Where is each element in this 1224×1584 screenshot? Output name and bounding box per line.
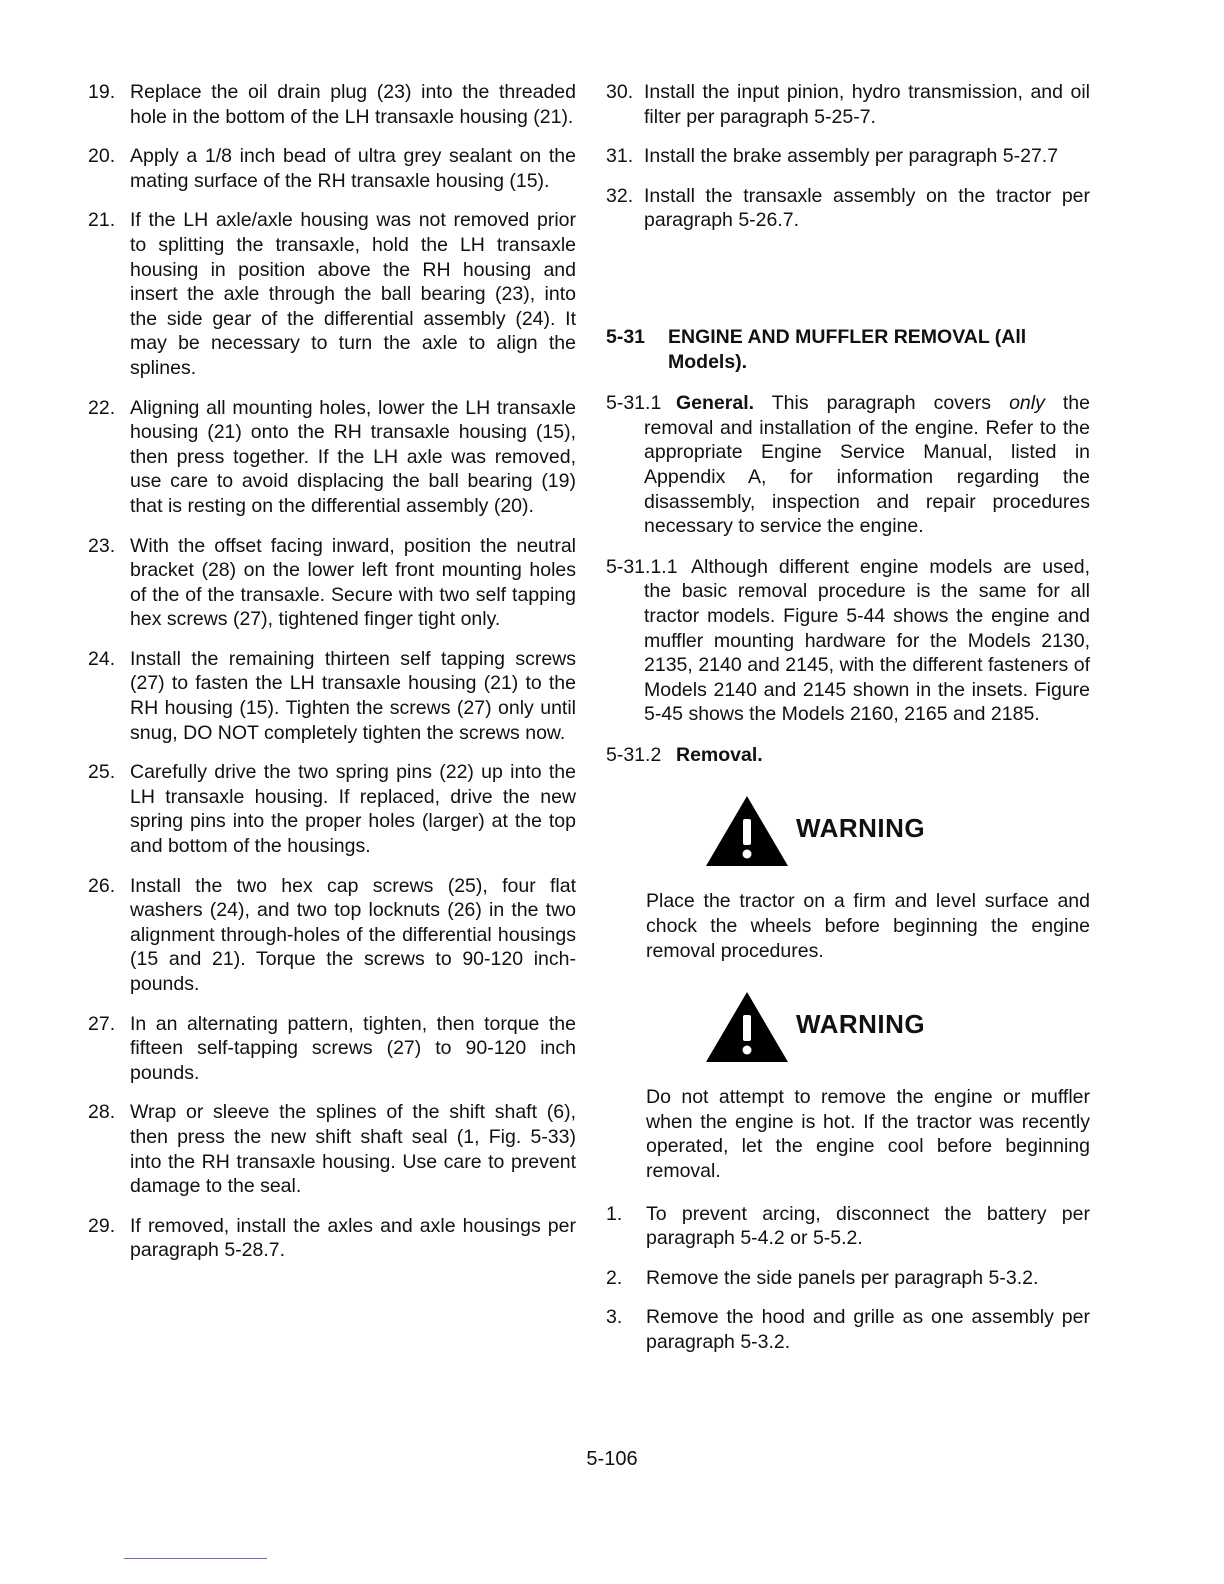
general-paragraph (606, 391, 1090, 539)
step-number: 19. (88, 81, 116, 103)
warning-2-title (704, 989, 1090, 1065)
page-number: 5-106 (586, 1448, 638, 1470)
step-text: In an alternating pattern, tighten, then torque the fifteen self-tapping screws (27) to 90-120 inch pounds. (130, 1012, 576, 1084)
left-column (88, 80, 576, 1278)
general-sub-paragraph (606, 555, 1090, 727)
step-22 (88, 396, 576, 519)
step-24 (88, 647, 576, 745)
general-label: General. (676, 392, 755, 415)
step-19 (88, 80, 576, 129)
removal-step-3 (606, 1305, 1090, 1354)
step-text: If the LH axle/axle housing was not removed prior to splitting the transaxle, hold the LH transaxle housing in position above the RH housing and insert the axle through the ball bearing (23), into the side gear of the differential assembly (24). It may be necessary to turn the axle to align the splines. (130, 209, 576, 379)
step-text: Wrap or sleeve the splines of the shift shaft (6), then press the new shift shaft seal (1, Fig. 5-33) into the RH transaxle housing. Use care to prevent damage to the seal. (130, 1101, 576, 1198)
step-number: 23. (88, 534, 116, 557)
step-number: 28. (88, 1101, 116, 1124)
general-emphasis: only (1009, 392, 1045, 415)
step-30 (606, 80, 1090, 129)
section-number: 5-31 (606, 325, 646, 348)
step-number: 2. (606, 1266, 623, 1289)
step-number: 30. (606, 81, 634, 103)
right-column (606, 80, 1090, 1370)
warning-label: WARNING (796, 813, 926, 844)
step-number: 26. (88, 874, 116, 897)
step-text: With the offset facing inward, position the neutral bracket (28) on the lower left front mounting holes of the of the transaxle. Secure with two self tapping hex screws (27), tightened finger tight only. (130, 534, 576, 631)
step-number: 24. (88, 647, 116, 670)
warning-triangle-icon (704, 793, 790, 869)
step-number: 3. (606, 1306, 623, 1329)
step-text: Apply a 1/8 inch bead of ultra grey sealant on the mating surface of the RH transaxle housing (15). (130, 145, 576, 192)
step-text: Install the brake assembly per paragraph 5-27.7 (644, 145, 1059, 168)
step-text: Carefully drive the two spring pins (22) up into the LH transaxle housing. If replaced, drive the new spring pins into the proper holes (larger) at the top and bottom of the housings. (130, 761, 576, 858)
removal-step-2 (606, 1266, 1090, 1291)
step-23 (88, 534, 576, 632)
step-text: If removed, install the axles and axle housings per paragraph 5-28.7. (130, 1214, 576, 1262)
general-text-before: This paragraph covers (771, 392, 992, 415)
step-number: 20. (88, 145, 116, 168)
paragraph-number: 5-31.1 (606, 392, 662, 415)
removal-label: Removal. (676, 743, 763, 766)
step-number: 25. (88, 761, 116, 784)
step-number: 31. (606, 145, 634, 168)
step-number: 1. (606, 1202, 623, 1225)
footer-rule (124, 1558, 267, 1559)
general-text-after: the removal and installation of the engine. Refer to the appropriate Engine Service Manual, listed in Appendix A, for information regarding the disassembly, inspection and repair procedures necessary to service the engine. (644, 392, 1090, 538)
step-20 (88, 144, 576, 193)
step-number: 29. (88, 1214, 116, 1237)
step-text: To prevent arcing, disconnect the battery per paragraph 5-4.2 or 5-5.2. (646, 1202, 1090, 1250)
removal-steps (606, 1202, 1090, 1355)
warning-2-text: Do not attempt to remove the engine or muffler when the engine is hot. If the tractor was recently operated, let the engine cool before beginning removal. (646, 1086, 1090, 1183)
step-text: Aligning all mounting holes, lower the LH transaxle housing (21) onto the RH transaxle housing (15), then press together. If the LH axle was removed, use care to avoid displacing the ball bearing (19) that is resting on the differential assembly (20). (130, 396, 576, 517)
step-number: 21. (88, 209, 116, 232)
step-28 (88, 1100, 576, 1198)
warning-label: WARNING (796, 1008, 926, 1039)
step-25 (88, 760, 576, 858)
step-text: Install the input pinion, hydro transmission, and oil filter per paragraph 5-25-7. (644, 81, 1090, 128)
step-number: 27. (88, 1012, 116, 1035)
paragraph-number: 5-31.2 (606, 743, 662, 766)
warning-1-text: Place the tractor on a firm and level surface and chock the wheels before beginning the engine removal procedures. (646, 890, 1090, 962)
step-text: Install the two hex cap screws (25), four flat washers (24), and two top locknuts (26) in the two alignment through-holes of the differential housings (15 and 21). Torque the screws to 90-120 inch-pounds. (130, 874, 576, 995)
step-text: Install the transaxle assembly on the tractor per paragraph 5-26.7. (644, 184, 1090, 232)
section-title: ENGINE AND MUFFLER REMOVAL (All Models). (668, 325, 1027, 373)
section-heading (606, 325, 1090, 374)
step-text: Remove the hood and grille as one assembly per paragraph 5-3.2. (646, 1306, 1090, 1353)
step-31 (606, 144, 1090, 169)
step-29 (88, 1214, 576, 1263)
warning-1-title (704, 793, 1090, 869)
step-27 (88, 1012, 576, 1086)
step-26 (88, 874, 576, 997)
removal-step-1 (606, 1202, 1090, 1251)
step-text: Replace the oil drain plug (23) into the threaded hole in the bottom of the LH transaxle housing (21). (130, 81, 576, 128)
removal-heading (606, 743, 1090, 768)
paragraph-number: 5-31.1.1 (606, 555, 678, 578)
general-sub-text: Although different engine models are used, the basic removal procedure is the same for all tractor models. Figure 5-44 shows the engine and muffler mounting hardware for the Models 2130, 2135, 2140 and 2145, with the different fasteners of Models 2140 and 2145 shown in the insets. Figure 5-45 shows the Models 2160, 2165 and 2185. (644, 555, 1090, 726)
step-text: Install the remaining thirteen self tapping screws (27) to fasten the LH transaxle housing (21) to the RH housing (15). Tighten the screws (27) only until snug, DO NOT completely tighten the screws now. (130, 647, 576, 744)
step-number: 32. (606, 184, 634, 207)
step-number: 22. (88, 396, 116, 419)
step-text: Remove the side panels per paragraph 5-3.2. (646, 1266, 1039, 1289)
step-32 (606, 184, 1090, 233)
step-21 (88, 208, 576, 380)
warning-triangle-icon (704, 989, 790, 1065)
